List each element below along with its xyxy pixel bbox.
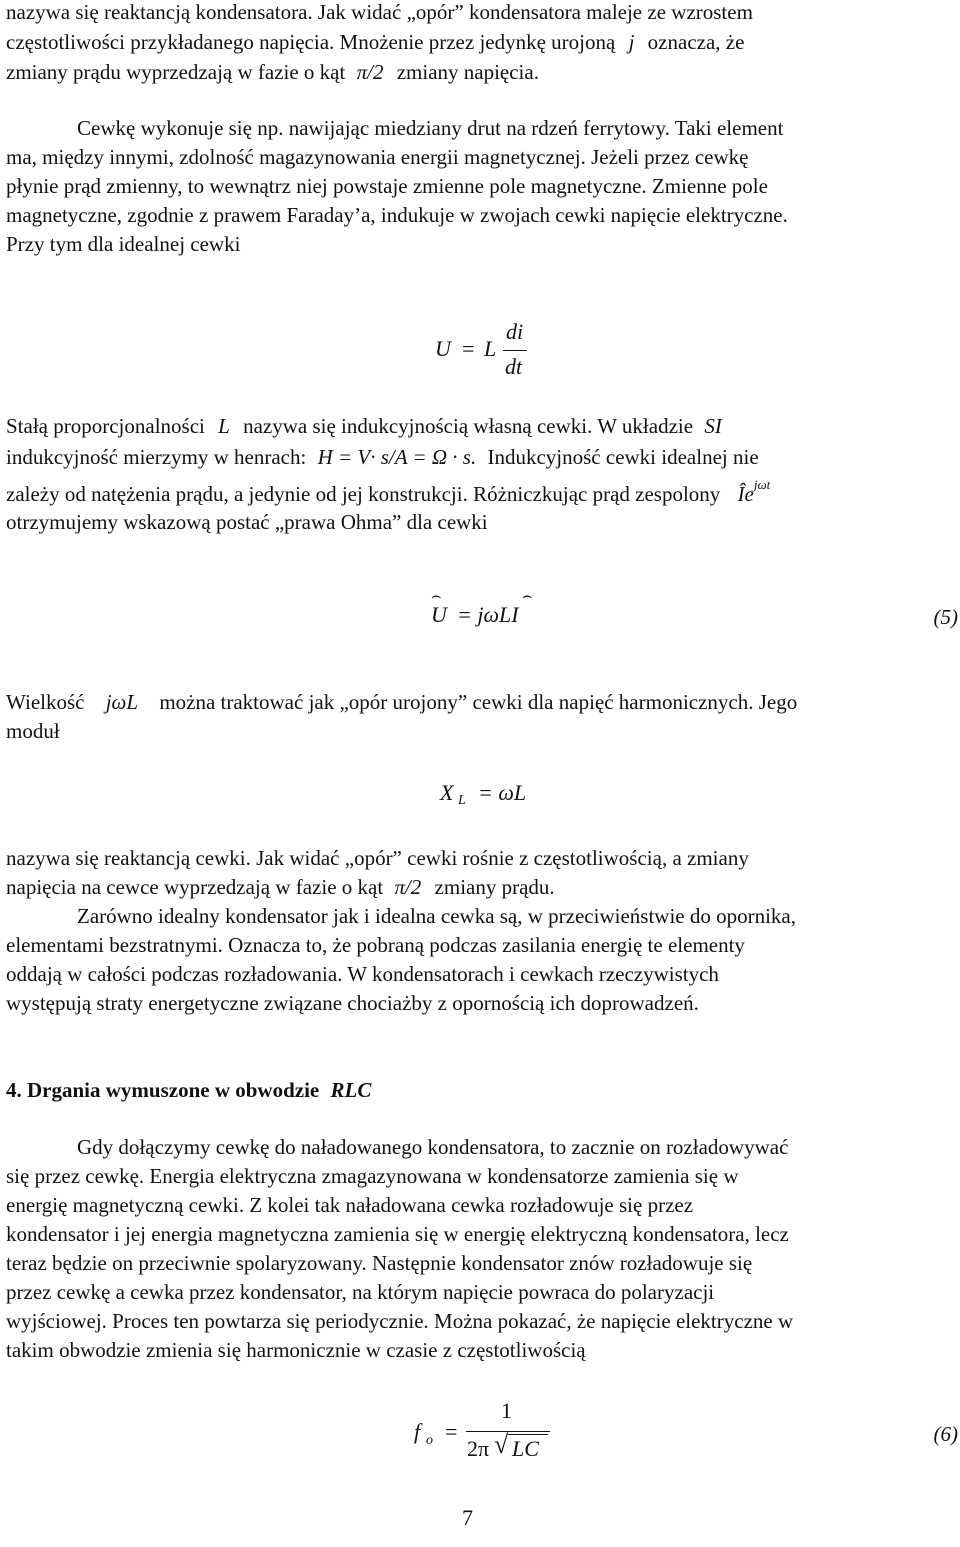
math-expression [737,477,771,506]
text-span: zależy od natężenia prądu, a jedynie od jej konstrukcji. Różniczkując prąd zespolony [6,482,721,506]
text-line: takim obwodzie zmienia się harmonicznie w czasie z częstotliwością [6,1338,586,1362]
text-line: oddają w całości podczas rozładowania. W kondensatorach i cewkach rzeczywistych [6,962,719,986]
text-line: Zarówno idealny kondensator jak i idealna cewka są, w przeciwieństwie do opornika, [77,904,797,928]
math-symbol: U [431,602,447,627]
text-span: Wielkość [6,690,85,714]
math-expression: = ωL [478,780,527,805]
text-span: nazywa się indukcyjnością własną cewki. W układzie [243,414,694,438]
text-span: Stałą proporcjonalności [6,414,205,438]
math-expression: jωL [105,690,139,714]
math-symbol: U [435,336,451,361]
text-line: teraz będzie on przeciwnie spolaryzowany. Następnie kondensator znów rozładowuje się [6,1251,753,1275]
equation-number: (5) [933,605,958,629]
math-symbol: = [445,1419,458,1444]
math-symbol: SI [704,414,722,438]
text-line: elementami bezstratnymi. Oznacza to, że pobraną podczas zasilania energię te elementy [6,933,745,957]
text-line [6,416,722,437]
text-line: ma, między innymi, zdolność magazynowania energii magnetycznej. Jeżeli przez cewkę [6,145,749,169]
text-line: magnetyczne, zgodnie z prawem Faraday’a, indukuje w zwojach cewki napięcie elektryczne. [6,203,788,227]
text-line: kondensator i jej energia magnetyczna zamienia się w energię elektryczną kondensatora, lecz [6,1222,789,1246]
math-symbol: = [462,336,475,361]
text-line [6,32,744,53]
hat-mark: ⌢ [522,588,533,605]
text-line [6,447,759,468]
section-heading [6,1080,371,1101]
math-expression: H = V· s/A = Ω · s. [317,445,477,469]
page-number: 7 [462,1505,473,1530]
text-line: Gdy dołączymy cewkę do naładowanego kondensatora, to zacznie on rozładowywać [77,1135,789,1159]
sqrt-overline [508,1434,548,1435]
math-symbol: π/2 [394,875,422,899]
text-line: Przy tym dla idealnej cewki [6,232,241,256]
math-symbol: L [218,414,230,438]
math-symbol: f [414,1419,421,1444]
math-symbol: Îe [737,482,754,506]
heading-text: 4. Drgania wymuszone w obwodzie [6,1078,320,1102]
text-line: nazywa się reaktancją cewki. Jak widać „opór” cewki rośnie z częstotliwością, a zmiany [6,846,749,870]
text-span: zmiany napięcia. [396,60,539,84]
math-symbol: j [628,30,635,54]
fraction-numerator: 1 [501,1398,512,1423]
text-line [6,692,797,713]
text-span: można traktować jak „opór urojony” cewki dla napięć harmonicznych. Jego [159,690,798,714]
math-superscript: jωt [753,477,771,492]
text-line: energię magnetyczną cewki. Z kolei tak naładowana cewka rozładowuje się przez [6,1193,694,1217]
text-line: moduł [6,719,60,743]
math-symbol: LC [512,1436,539,1461]
text-line: występują straty energetyczne związane chociażby z opornością ich doprowadzeń. [6,991,699,1015]
text-span: zmiany prądu wyprzedzają w fazie o kąt [6,60,346,84]
math-symbol: X [440,780,454,805]
text-line [6,877,555,898]
text-line: wyjściowej. Proces ten powtarza się periodycznie. Można pokazać, że napięcie elektryczne w [6,1309,794,1333]
fraction-bar [503,350,527,351]
text-span: Indukcyjność cewki idealnej nie [487,445,759,469]
text-span: napięcia na cewce wyprzedzają w fazie o kąt [6,875,384,899]
text-line: Cewkę wykonuje się np. nawijając miedziany drut na rdzeń ferrytowy. Taki element [77,116,784,140]
fraction-denominator [467,1438,489,1460]
math-symbol: L [484,336,497,361]
fraction-numerator: di [506,319,524,344]
text-span: oznacza, że [647,30,745,54]
fraction-denominator: dt [505,354,523,379]
math-symbol: 2π [467,1436,490,1461]
text-span: częstotliwości przykładanego napięcia. Mnożenie przez jedynkę urojoną [6,30,616,54]
math-subscript: o [426,1433,433,1448]
text-line: płynie prąd zmienny, to wewnątrz niej powstaje zmienne pole magnetyczne. Zmienne pole [6,174,768,198]
math-symbol: RLC [330,1078,372,1102]
math-symbol: π/2 [356,60,384,84]
text-span: zmiany prądu. [434,875,555,899]
equation-number: (6) [933,1422,958,1446]
text-line: przez cewkę a cewka przez kondensator, na którym napięcie powraca do polaryzacji [6,1280,715,1304]
text-line: otrzymujemy wskazową postać „prawa Ohma” dla cewki [6,510,488,534]
math-expression: = jωLI [457,602,519,627]
sqrt-sign: √ [494,1430,509,1459]
text-line: nazywa się reaktancją kondensatora. Jak widać „opór” kondensatora maleje ze wzrostem [6,0,753,24]
text-span: indukcyjność mierzymy w henrach: [6,445,307,469]
math-subscript: L [458,793,466,808]
text-line [6,62,539,83]
text-line [6,477,771,506]
hat-mark: ⌢ [431,588,442,605]
text-line: się przez cewkę. Energia elektryczna zmagazynowana w kondensatorze zamienia się w [6,1164,739,1188]
